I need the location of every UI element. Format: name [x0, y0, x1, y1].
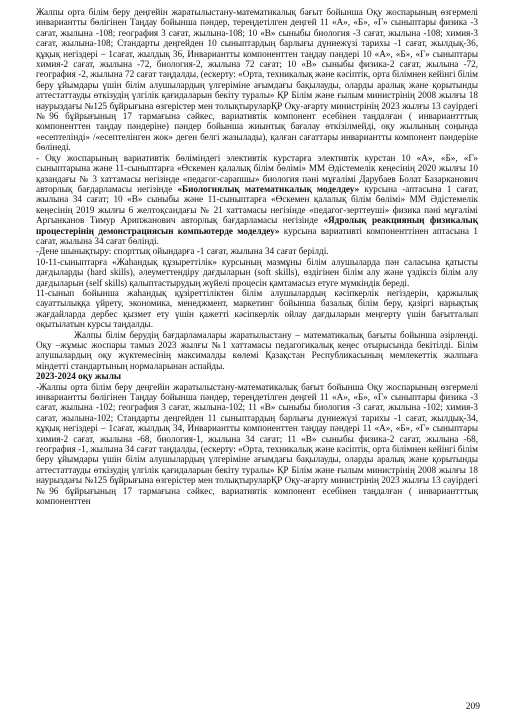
paragraph-physical-education: -Дене шынықтыру: спорттық ойындарға -1 сағат, жылына 34 сағат берілді.: [36, 246, 329, 257]
paragraph-global-competence: 10-11-сыныптарға «Жаһандық құзыреттілік» курсының мазмұны білім алушыларда пән саласына қатысты дағдыларды (hard skills), әлеуметтендіру дағдыларын (soft skills), өздігінен білім алу және үздіксіз білім алу дағдыларын (self skills) қалыптастырудың жүйелі процесін қамтамасыз етуге мүмкіндік береді.: [36, 256, 478, 288]
section-heading-2023-2024: 2023-2024 оқу жылы: [36, 371, 122, 382]
paragraph-elective-2022: Жалпы орта білім беру деңгейін жаратылыстану-математикалық бағыт бойынша Оқу жоспарының өзгермелі инвариантты бөлігінен Таңдау бойынша пәндер, тереңдетілген деңгей 11 «А», «Б», «Г» сыныптары физика -3 сағат, жылына -108; география 3 сағат, жылына-108; 10 «В» сыныбы биология -3 сағат, жылына -108; химия-3 сағат, жылына-108; Стандарты деңгейден 10 сыныптардың барлығы дүниежүзі тарихы -1 сағат, жылдық-36, құқық негіздері – 1сағат, жылдық 36, Инвариантты компоненттен таңдау пәндері 10 «А», «Б», «Г» сыныптары химия-2 сағат, жылына -72, биология-2, жылына 72 сағат; 10 «В» сыныбы физика-2 сағат, жылына -72, география -2, жылына 72 сағат таңдалды, (ескерту: «Орта, техникалық және кәсіптік, орта білімнен кейінгі білім беру ұйымдары үшін білім алушылардың үлгеріміне ағымдағы бақылауды, оларды аралық және қорытынды аттестаттауды өткізудің үлгілік қағидаларын бекіту туралы» ҚР Білім және ғылым министрінің 2008 жылғы 18 наурыздағы №125 бұйрығына өзгерістер мен толықтыруларҚР Оқу-ағарту министрінің 2023 жылғы 13 сәуірдегі №96 бұйрығының 17 тармағына сәйкес, вариативтік компонент есебінен таңдалған ( инвариантттық компоненттен таңдау пәндеріне) пәндер бойынша жиынтық бағалау өткізілмейді, оқу жылының соңында «есептелінді» /«есептелінген жок» деген белгі жазылады), қалған сағаттары инвариантты компонент пәндеріне бөлінеді.: [36, 7, 478, 153]
paragraph-elective-courses: - Оқу жоспарының вариативтік бөліміндегі элективтік курстарға элективтік курстан 10 «А», «Б», «Г» сыныптарына және 11-сыныптарға «Өскемен қалалық білім бөлімі» ММ Әдістемелік кеңесінің 2020 жылғы 10 қазандағы № 3 хаттамасы негізінде «педагог-сарапшы» биология пәні мұғалімі Дарубаев Болат Базарканович авторлық бағдарламасы негізінде «Биологиялық математикалық моделдеу» курсына -аптасына 1 сағат, жылына 34 сағат; 10 «В» сыныбы және 11-сыныптарға «Өскемен қалалық білім бөлімі» ММ Әдістемелік кеңесінің 2019 жылғы 6 желтоқсандағы № 21 хаттамасы негізінде «педагог-зерттеуші» физика пәні мұғалімі Аргынканов Тимур Арипжанович авторлық бағдарламасы негізінде «Ядролық реакцияның физикалық процестерінің демонстрациясын компьютерде моделдеу» курсына вариативті компоненттінен аптасына 1 сағат, жылына 34 сағат бөлінді.: [36, 152, 478, 246]
course-title-physics: «Ядролық реакцияның физикалық процестерінің демонстрациясын компьютерде моделдеу»: [36, 215, 478, 236]
paragraph-curriculum: Жалпы білім берудің бағдарламалары жаратылыстану – математикалық бағыты бойынша әзірленді. Оқу –жұмыс жоспары тамыз 2023 жылғы №1 хаттамасы педагогикалық кеңес отырысында бекітілді. Білім алушылардың оқу жүктемесінің максималды көлемі Қазақстан Республикасының мемлекеттік жалпыға міндетті стандартының нормаларынан аспайды.: [36, 329, 478, 371]
paragraph-grade-11: 11-сынып бойынша жаһандық құзіреттіліктен білім алушылардың кәсіпкерлік негіздерін, қаржылық сауаттылыққа үйрету, экономика, менеджмент, маркетинг бойынша базалық білім беру, қазіргі нарықтық жағдайларда дербес қызмет ету үшін қажетті кәсіпкерлік ойлау дағдыларын меңгерту үшін бағытталып оқытылатын курсы таңдалды.: [36, 287, 478, 330]
document-body: [36, 7, 478, 507]
paragraph-elective-2023: -Жалпы орта білім беру деңгейін жаратылыстану-математикалық бағыт бойынша Оқу жоспарының өзгермелі инвариантты бөлігінен Таңдау бойынша пәндер, тереңдетілген деңгей 11 «А», «Б», «Г» сыныптары физика -3 сағат, жылына -102; география 3 сағат, жылына-102; 11 «В» сыныбы биология -3 сағат, жылына -102; химия-3 сағат, жылына-102; Стандарты деңгейден 11 сыныптардың барлығы дүниежүзі тарихы -1 сағат, жылдық-34, құқық негіздері – 1сағат, жылдық 34, Инвариантты компоненттен таңдау пәндері 11 «А», «Б», «Г» сыныптары химия-2 сағат, жылына -68, биология-1, жылына 34 сағат; 11 «В» сыныбы физика-2 сағат, жылына -68, география -1, жылына 34 сағат таңдалды, (ескерту: «Орта, техникалық және кәсіптік, орта білімнен кейінгі білім беру ұйымдары үшін білім алушылардың үлгеріміне ағымдағы бақылауды, оларды аралық және қорытынды аттестаттауды өткізудің үлгілік қағидаларын бекіту туралы» ҚР Білім және ғылым министрінің 2008 жылғы 18 наурыздағы №125 бұйрығына өзгерістер мен толықтыруларҚР Оқу-ағарту министрінің 2023 жылғы 13 сәуірдегі №96 бұйрығының 17 тармағына сәйкес, вариативтік компонент есебінен таңдалған ( инвариантттық компоненттен: [36, 381, 478, 507]
page-number: 209: [465, 702, 480, 712]
course-title-biology: «Биологиялық математикалық моделдеу»: [177, 183, 360, 194]
